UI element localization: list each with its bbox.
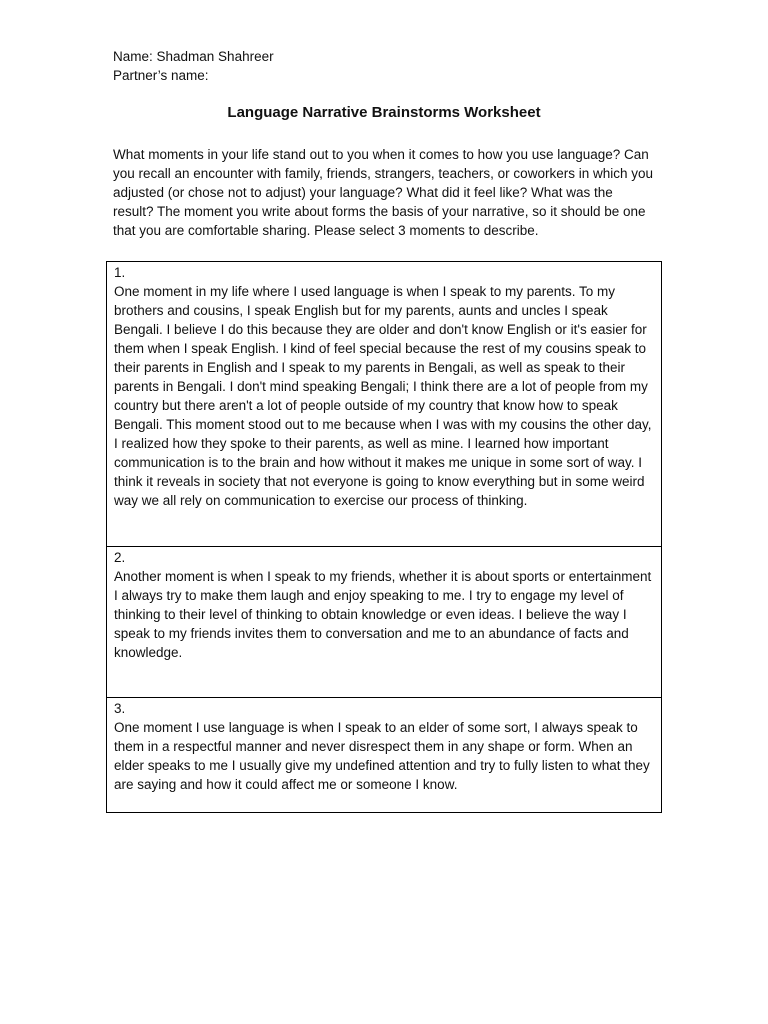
moment-text: Another moment is when I speak to my friends, whether it is about sports or entertainment I always try to make them laugh and enjoy speaking to me. I try to engage my level of thinking to their level of thinking to obtain knowledge or even ideas. I believe the way I speak to my friends invites them to conversation and me to an abundance of facts and knowledge. xyxy=(114,569,652,660)
worksheet-title: Language Narrative Brainstorms Worksheet xyxy=(227,104,541,121)
moment-number: 1. xyxy=(114,265,126,280)
intro-paragraph: What moments in your life stand out to you when it comes to how you use language? Can you recall an encounter with family, friends, strangers, teachers, or coworkers in which you adjusted (or chose not to adjust) your language? What did it feel like? What was the result? The moment you write about forms the basis of your narrative, so it should be one that you are comfortable sharing. Please select 3 moments to describe. xyxy=(113,147,653,238)
header-block xyxy=(113,47,274,85)
moment-text: One moment I use language is when I speak to an elder of some sort, I always speak to them in a respectful manner and never disrespect them in any shape or form. When an elder speaks to me I usually give my undefined attention and try to fully listen to what they are saying and how it could affect me or someone I know. xyxy=(114,720,650,792)
moments-table xyxy=(106,261,662,813)
student-name: Name: Shadman Shahreer xyxy=(113,49,274,64)
moment-box-3 xyxy=(107,698,661,812)
partner-name: Partner’s name: xyxy=(113,68,209,83)
moment-text: One moment in my life where I used language is when I speak to my parents. To my brothers and cousins, I speak English but for my parents, aunts and uncles I speak Bengali. I believe I do this because they are older and don't know English or it's easier for them when I speak English. I kind of feel special because the rest of my cousins speak to their parents in English and I speak to my parents in Bengali, as well as speak to their parents in Bengali. I don't mind speaking Bengali; I think there are a lot of people from my country but there aren't a lot of people outside of my country that know how to speak Bengali. This moment stood out to me because when I was with my cousins the other day, I realized how they spoke to their parents, as well as mine. I learned how important communication is to the brain and how without it makes me unique in some sort of way. I think it reveals in society that not everyone is going to know everything but in some weird way we all rely on communication to exercise our process of thinking. xyxy=(114,284,652,508)
moment-box-1 xyxy=(107,262,661,547)
moment-number: 2. xyxy=(114,550,126,565)
moment-box-2 xyxy=(107,547,661,698)
moment-number: 3. xyxy=(114,701,126,716)
